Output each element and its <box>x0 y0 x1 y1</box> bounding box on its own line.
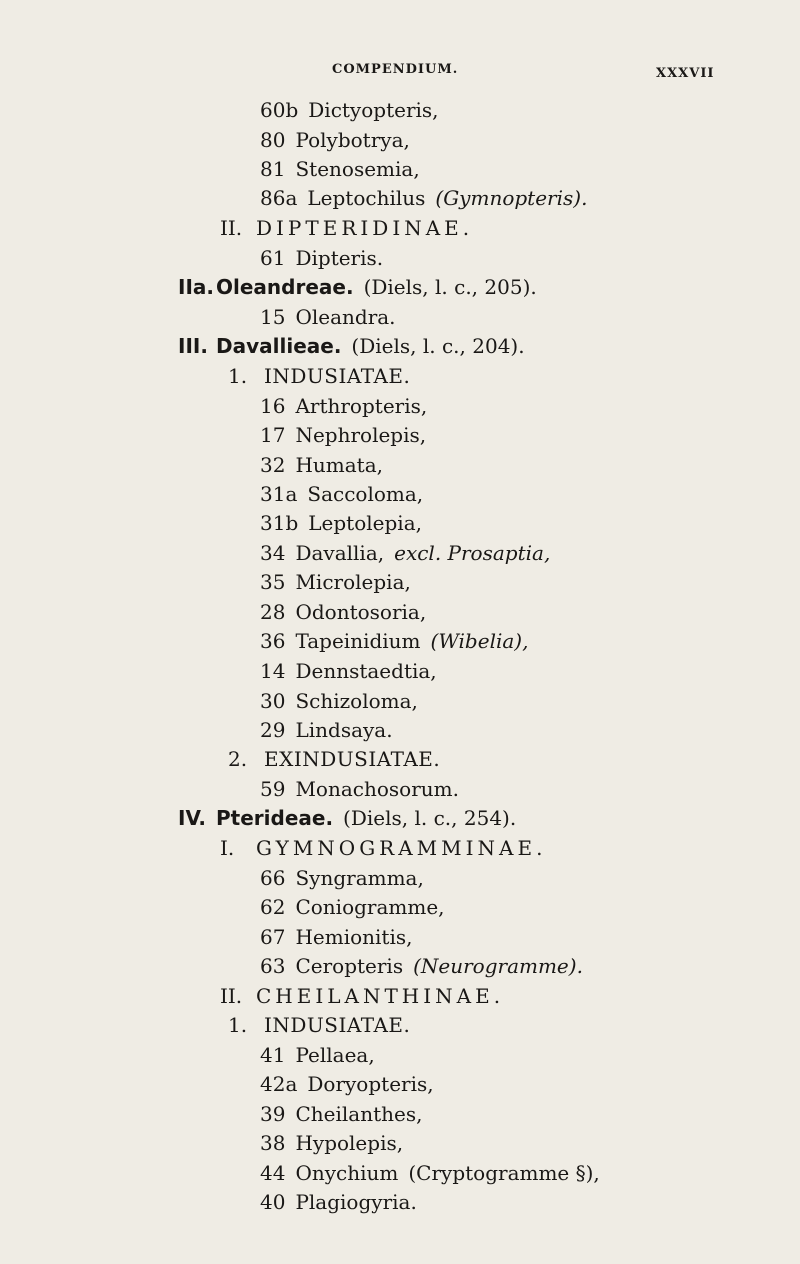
tribe-name: Davallieae. <box>216 334 342 358</box>
genus-number: 29 <box>260 718 286 742</box>
genus-entry <box>260 688 418 714</box>
genus-number: 81 <box>260 157 286 181</box>
genus-name: Plagiogyria. <box>295 1190 417 1214</box>
section-name: INDUSIATAE. <box>264 364 411 388</box>
section-name: INDUSIATAE. <box>264 1013 411 1037</box>
tribe-heading <box>178 805 516 831</box>
section-heading <box>228 363 410 389</box>
genus-entry <box>260 1189 417 1215</box>
subfamily-number: II. <box>220 216 243 240</box>
genus-name: Hypolepis, <box>295 1131 404 1155</box>
genus-note: excl. Prosaptia, <box>394 541 551 565</box>
genus-number: 32 <box>260 453 286 477</box>
genus-name: Davallia, <box>295 541 385 565</box>
section-heading <box>228 1012 410 1038</box>
tribe-reference: (Diels, l. c., 204). <box>351 334 525 358</box>
genus-entry <box>260 127 410 153</box>
genus-number: 38 <box>260 1131 286 1155</box>
genus-name: Stenosemia, <box>295 157 420 181</box>
genus-entry <box>260 422 426 448</box>
genus-number: 59 <box>260 777 286 801</box>
genus-entry <box>260 97 439 123</box>
genus-name: Oleandra. <box>295 305 396 329</box>
genus-entry <box>260 452 383 478</box>
tribe-reference: (Diels, l. c., 205). <box>363 275 537 299</box>
genus-note: (Neurogramme). <box>413 954 583 978</box>
genus-number: 41 <box>260 1043 286 1067</box>
genus-name: Monachosorum. <box>295 777 459 801</box>
genus-entry <box>260 510 422 536</box>
genus-number: 36 <box>260 629 286 653</box>
genus-number: 34 <box>260 541 286 565</box>
tribe-heading <box>178 274 537 300</box>
genus-number: 67 <box>260 925 286 949</box>
genus-entry <box>260 185 587 211</box>
genus-entry <box>260 865 424 891</box>
tribe-name: Oleandreae. <box>216 275 354 299</box>
genus-entry <box>260 717 393 743</box>
subfamily-name: GYMNOGRAMMINAE. <box>256 836 547 860</box>
genus-number: 31a <box>260 482 298 506</box>
subfamily-name: CHEILANTHINAE. <box>256 984 505 1008</box>
genus-name: Leptolepia, <box>308 511 422 535</box>
tribe-reference: (Diels, l. c., 254). <box>343 806 517 830</box>
genus-entry <box>260 569 411 595</box>
genus-number: 44 <box>260 1161 286 1185</box>
genus-name: Pellaea, <box>295 1043 375 1067</box>
genus-number: 31b <box>260 511 299 535</box>
genus-entry <box>260 156 420 182</box>
genus-name: Schizoloma, <box>295 689 418 713</box>
genus-name: Humata, <box>295 453 383 477</box>
genus-entry <box>260 1071 434 1097</box>
tribe-name: Pterideae. <box>216 806 334 830</box>
genus-entry <box>260 628 528 654</box>
genus-number: 42a <box>260 1072 298 1096</box>
running-header: COMPENDIUM. <box>332 62 459 77</box>
genus-name: Dictyopteris, <box>308 98 439 122</box>
genus-entry <box>260 599 426 625</box>
genus-number: 28 <box>260 600 286 624</box>
genus-name: Cheilanthes, <box>295 1102 423 1126</box>
genus-entry <box>260 304 396 330</box>
genus-note: (Wibelia), <box>430 629 529 653</box>
genus-entry <box>260 776 459 802</box>
genus-number: 80 <box>260 128 286 152</box>
subfamily-number: I. <box>220 836 235 860</box>
genus-number: 86a <box>260 186 298 210</box>
genus-name: Syngramma, <box>295 866 424 890</box>
tribe-heading <box>178 333 525 359</box>
genus-number: 16 <box>260 394 286 418</box>
tribe-number: III. <box>178 334 208 358</box>
genus-name: Ceropteris <box>295 954 404 978</box>
genus-entry <box>260 393 427 419</box>
tribe-number: IIa. <box>178 275 214 299</box>
genus-name: Tapeinidium <box>295 629 421 653</box>
genus-name: Leptochilus <box>307 186 426 210</box>
genus-name: Arthropteris, <box>295 394 428 418</box>
genus-entry <box>260 481 423 507</box>
section-heading <box>228 746 440 772</box>
genus-entry <box>260 894 445 920</box>
subfamily-heading <box>220 215 473 241</box>
genus-name: Nephrolepis, <box>295 423 427 447</box>
genus-entry <box>260 1160 600 1186</box>
genus-entry <box>260 953 583 979</box>
genus-entry <box>260 1042 375 1068</box>
genus-name: Dennstaedtia, <box>295 659 437 683</box>
subfamily-name: DIPTERIDINAE. <box>256 216 474 240</box>
section-name: EXINDUSIATAE. <box>264 747 441 771</box>
genus-name: Dipteris. <box>295 246 384 270</box>
genus-number: 14 <box>260 659 286 683</box>
genus-name: Hemionitis, <box>295 925 413 949</box>
genus-name: Doryopteris, <box>307 1072 434 1096</box>
section-number: 2. <box>228 747 248 771</box>
tribe-number: IV. <box>178 806 206 830</box>
subfamily-heading <box>220 835 546 861</box>
genus-name: Lindsaya. <box>295 718 393 742</box>
genus-entry <box>260 540 550 566</box>
section-number: 1. <box>228 364 248 388</box>
section-number: 1. <box>228 1013 248 1037</box>
genus-entry <box>260 1130 403 1156</box>
genus-number: 39 <box>260 1102 286 1126</box>
subfamily-heading <box>220 983 504 1009</box>
genus-number: 35 <box>260 570 286 594</box>
genus-number: 40 <box>260 1190 286 1214</box>
genus-number: 63 <box>260 954 286 978</box>
genus-number: 66 <box>260 866 286 890</box>
genus-name: Onychium <box>295 1161 399 1185</box>
genus-number: 61 <box>260 246 286 270</box>
genus-name: Polybotrya, <box>295 128 410 152</box>
genus-entry <box>260 1101 422 1127</box>
genus-name: Saccoloma, <box>307 482 424 506</box>
genus-number: 30 <box>260 689 286 713</box>
genus-entry <box>260 924 412 950</box>
genus-note: (Gymnopteris). <box>435 186 588 210</box>
genus-name: Microlepia, <box>295 570 411 594</box>
genus-number: 17 <box>260 423 286 447</box>
genus-number: 60b <box>260 98 299 122</box>
genus-number: 15 <box>260 305 286 329</box>
genus-name: Odontosoria, <box>295 600 427 624</box>
subfamily-number: II. <box>220 984 243 1008</box>
genus-name: Coniogramme, <box>295 895 445 919</box>
genus-number: 62 <box>260 895 286 919</box>
genus-entry <box>260 245 383 271</box>
genus-entry <box>260 658 437 684</box>
genus-note: (Cryptogramme §), <box>408 1161 600 1185</box>
page-number: XXXVII <box>656 66 715 81</box>
